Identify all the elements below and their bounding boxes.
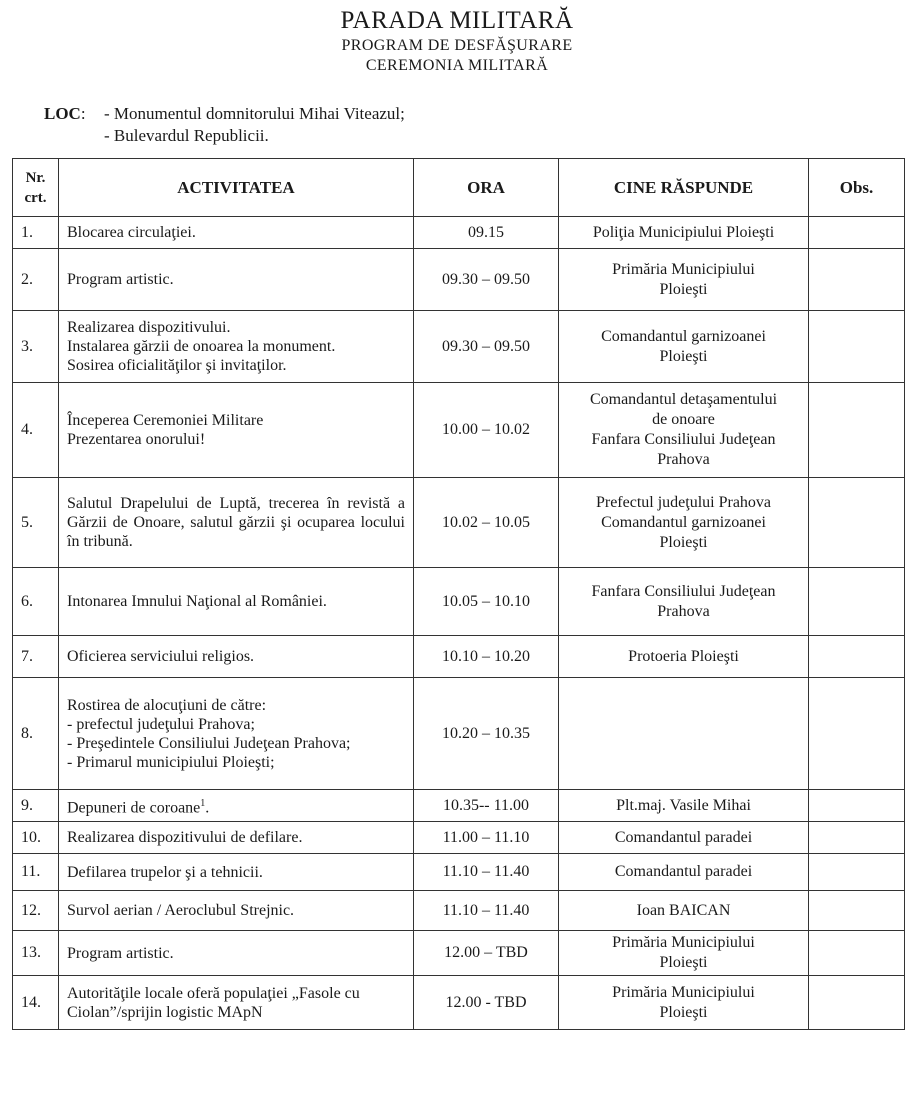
row-obs bbox=[809, 311, 905, 383]
responsible-line: Primăria Municipiului bbox=[612, 983, 755, 1001]
activity-line: Sosirea oficialităţilor şi invitaţilor. bbox=[67, 357, 287, 374]
row-time: 11.10 – 11.40 bbox=[414, 854, 559, 891]
activity-line: Survol aerian / Aeroclubul Strejnic. bbox=[67, 902, 295, 919]
activity-line: Autorităţile locale oferă populaţiei „Fasole cu Ciolan”/sprijin logistic MApN bbox=[67, 984, 360, 1021]
row-obs bbox=[809, 678, 905, 790]
row-activity bbox=[59, 568, 414, 636]
activity-line: Realizarea dispozitivului de defilare. bbox=[67, 829, 303, 846]
row-obs bbox=[809, 931, 905, 976]
table-row bbox=[13, 854, 905, 891]
row-responsible bbox=[559, 931, 809, 976]
row-time: 12.00 - TBD bbox=[414, 976, 559, 1030]
row-time: 09.30 – 09.50 bbox=[414, 311, 559, 383]
responsible-line: Ploieşti bbox=[659, 280, 708, 298]
responsible-line: Primăria Municipiului bbox=[612, 260, 755, 278]
row-obs bbox=[809, 478, 905, 568]
activity-line: Oficierea serviciului religios. bbox=[67, 648, 255, 665]
activity-line: Instalarea gărzii de onoarea la monument. bbox=[67, 338, 336, 355]
activity-line: - Preşedintele Consiliului Judeţean Prahova; bbox=[67, 734, 351, 752]
row-activity bbox=[59, 217, 414, 249]
row-activity bbox=[59, 854, 414, 891]
row-time: 10.02 – 10.05 bbox=[414, 478, 559, 568]
location-line: - Bulevardul Republicii. bbox=[104, 126, 269, 145]
activity-line: - Primarul municipiului Ploieşti; bbox=[67, 753, 275, 771]
activity-line: Realizarea dispozitivului. bbox=[67, 319, 231, 336]
row-responsible bbox=[559, 249, 809, 311]
row-number: 9. bbox=[13, 790, 59, 822]
header-time: ORA bbox=[414, 159, 559, 217]
responsible-line: Prahova bbox=[657, 602, 710, 620]
row-responsible bbox=[559, 478, 809, 568]
row-responsible bbox=[559, 217, 809, 249]
responsible-line: Protoeria Ploieşti bbox=[628, 647, 739, 665]
responsible-line: Comandantul garnizoanei bbox=[601, 327, 766, 345]
responsible-line: Comandantul garnizoanei bbox=[601, 513, 766, 531]
row-responsible bbox=[559, 636, 809, 678]
row-number: 4. bbox=[13, 383, 59, 478]
row-time: 10.35-- 11.00 bbox=[414, 790, 559, 822]
header-responsible: CINE RĂSPUNDE bbox=[559, 159, 809, 217]
responsible-line: Primăria Municipiului bbox=[612, 934, 755, 951]
row-responsible bbox=[559, 568, 809, 636]
row-activity bbox=[59, 891, 414, 931]
responsible-line: Ploieşti bbox=[659, 533, 708, 551]
program-table bbox=[12, 158, 905, 1030]
table-row bbox=[13, 822, 905, 854]
row-time: 10.10 – 10.20 bbox=[414, 636, 559, 678]
responsible-line: Ploieşti bbox=[659, 954, 708, 971]
row-number: 12. bbox=[13, 891, 59, 931]
row-obs bbox=[809, 636, 905, 678]
location-label: LOC bbox=[44, 104, 81, 123]
location-line: - Monumentul domnitorului Mihai Viteazul; bbox=[104, 104, 405, 123]
table-row bbox=[13, 478, 905, 568]
location-colon: : bbox=[80, 104, 86, 123]
activity-line: Defilarea trupelor şi a tehnicii. bbox=[67, 863, 263, 881]
responsible-line: Comandantul paradei bbox=[614, 828, 753, 846]
document-subtitle-ceremony: CEREMONIA MILITARĂ bbox=[365, 57, 549, 74]
table-row bbox=[13, 636, 905, 678]
row-responsible bbox=[559, 790, 809, 822]
row-time: 09.15 bbox=[414, 217, 559, 249]
row-number: 7. bbox=[13, 636, 59, 678]
responsible-line: Plt.maj. Vasile Mihai bbox=[616, 796, 751, 814]
row-number: 2. bbox=[13, 249, 59, 311]
responsible-line: Fanfara Consiliului Judeţean bbox=[591, 582, 776, 600]
footnote-marker: 1 bbox=[200, 797, 206, 809]
row-responsible bbox=[559, 383, 809, 478]
table-row bbox=[13, 311, 905, 383]
row-time: 11.10 – 11.40 bbox=[414, 891, 559, 931]
activity-line: Rostirea de alocuţiuni de către: bbox=[67, 696, 267, 714]
row-obs bbox=[809, 217, 905, 249]
activity-line: Program artistic. bbox=[67, 271, 174, 288]
responsible-line: Comandantul paradei bbox=[614, 863, 753, 880]
row-activity bbox=[59, 478, 414, 568]
activity-line: Intonarea Imnului Naţional al României. bbox=[67, 593, 327, 610]
row-obs bbox=[809, 891, 905, 931]
header-obs: Obs. bbox=[809, 159, 905, 217]
row-time: 10.00 – 10.02 bbox=[414, 383, 559, 478]
row-time: 11.00 – 11.10 bbox=[414, 822, 559, 854]
activity-line: Blocarea circulaţiei. bbox=[67, 224, 196, 241]
row-activity bbox=[59, 311, 414, 383]
row-obs bbox=[809, 383, 905, 478]
document-header bbox=[0, 6, 914, 76]
row-activity bbox=[59, 249, 414, 311]
row-time: 09.30 – 09.50 bbox=[414, 249, 559, 311]
activity-line: Depuneri de coroane$^1$. bbox=[67, 797, 210, 817]
row-obs bbox=[809, 822, 905, 854]
responsible-line: Prahova bbox=[657, 451, 710, 468]
document-subtitle-program: PROGRAM DE DESFĂŞURARE bbox=[341, 37, 573, 54]
table-row bbox=[13, 568, 905, 636]
row-obs bbox=[809, 568, 905, 636]
row-number: 11. bbox=[13, 854, 59, 891]
responsible-line: Prefectul judeţului Prahova bbox=[595, 493, 772, 511]
row-activity bbox=[59, 383, 414, 478]
document-title: PARADA MILITARĂ bbox=[340, 7, 574, 34]
table-row bbox=[13, 249, 905, 311]
activity-line: Începerea Ceremoniei Militare bbox=[67, 412, 264, 429]
table-row bbox=[13, 678, 905, 790]
row-activity bbox=[59, 678, 414, 790]
row-obs bbox=[809, 790, 905, 822]
row-responsible bbox=[559, 822, 809, 854]
table-row bbox=[13, 931, 905, 976]
activity-line: - prefectul judeţului Prahova; bbox=[67, 715, 255, 733]
activity-line: Salutul Drapelului de Luptă, trecerea în revistă a Gărzii de Onoare, salutul gărzii şi ocuparea locului în tribună. bbox=[67, 495, 405, 550]
row-obs bbox=[809, 249, 905, 311]
responsible-line: Fanfara Consiliului Judeţean bbox=[591, 431, 776, 448]
row-number: 6. bbox=[13, 568, 59, 636]
row-number: 3. bbox=[13, 311, 59, 383]
table-header-row bbox=[13, 159, 905, 217]
row-number: 5. bbox=[13, 478, 59, 568]
row-number: 10. bbox=[13, 822, 59, 854]
row-responsible bbox=[559, 854, 809, 891]
responsible-line: Comandantul detaşamentului bbox=[589, 391, 778, 408]
responsible-line: de onoare bbox=[652, 411, 715, 428]
row-activity bbox=[59, 636, 414, 678]
location-block bbox=[44, 103, 405, 147]
row-activity bbox=[59, 822, 414, 854]
row-number: 13. bbox=[13, 931, 59, 976]
row-responsible bbox=[559, 976, 809, 1030]
activity-line: Prezentarea onorului! bbox=[67, 431, 206, 448]
row-time: 10.05 – 10.10 bbox=[414, 568, 559, 636]
row-responsible bbox=[559, 891, 809, 931]
row-obs bbox=[809, 976, 905, 1030]
activity-line: Program artistic. bbox=[67, 944, 174, 962]
row-time: 10.20 – 10.35 bbox=[414, 678, 559, 790]
row-number: 1. bbox=[13, 217, 59, 249]
row-time: 12.00 – TBD bbox=[414, 931, 559, 976]
responsible-line: Ioan BAICAN bbox=[636, 901, 731, 919]
responsible-line: Ploieşti bbox=[659, 347, 708, 365]
table-row bbox=[13, 383, 905, 478]
row-obs bbox=[809, 854, 905, 891]
responsible-line: Ploieşti bbox=[659, 1003, 708, 1021]
row-number: 14. bbox=[13, 976, 59, 1030]
row-activity bbox=[59, 976, 414, 1030]
header-nr: Nr. crt. bbox=[13, 159, 59, 217]
table-row bbox=[13, 790, 905, 822]
table-row bbox=[13, 891, 905, 931]
row-responsible bbox=[559, 678, 809, 790]
row-activity bbox=[59, 931, 414, 976]
responsible-line: Poliţia Municipiului Ploieşti bbox=[592, 223, 775, 241]
row-activity bbox=[59, 790, 414, 822]
table-row bbox=[13, 976, 905, 1030]
row-responsible bbox=[559, 311, 809, 383]
header-activity: ACTIVITATEA bbox=[59, 159, 414, 217]
table-row bbox=[13, 217, 905, 249]
row-number: 8. bbox=[13, 678, 59, 790]
